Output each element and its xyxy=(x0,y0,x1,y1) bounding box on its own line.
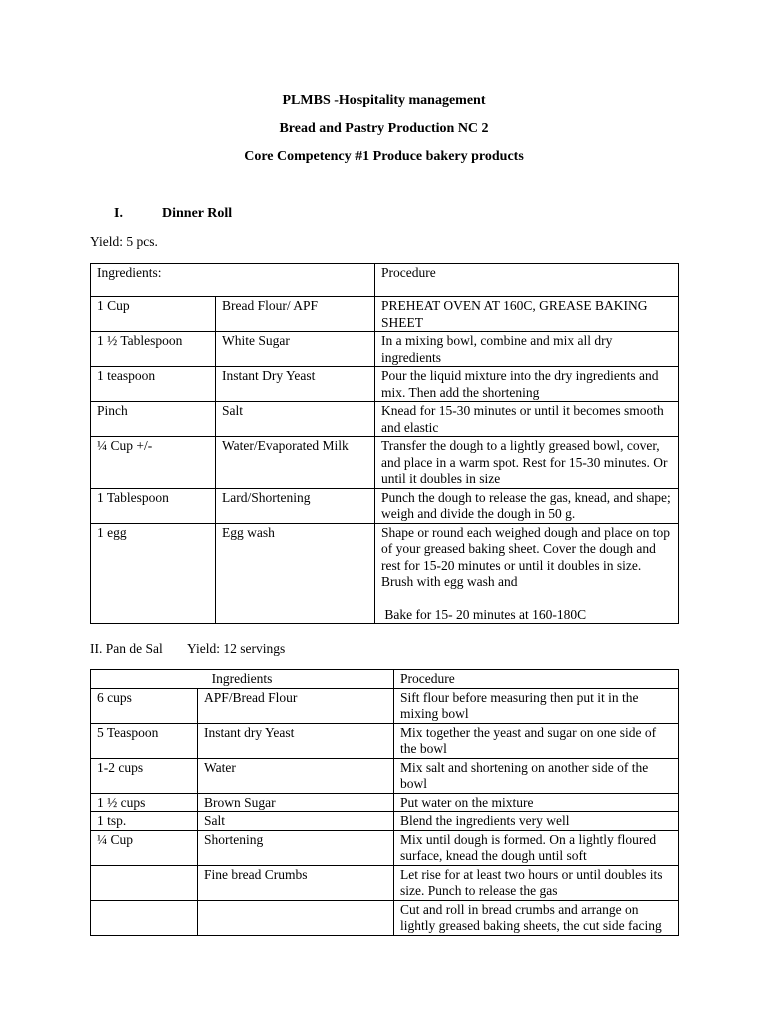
qty-cell: Pinch xyxy=(91,402,216,437)
ingredient-cell: Water/Evaporated Milk xyxy=(216,437,375,489)
procedure-cell: Mix salt and shortening on another side of the bowl xyxy=(394,758,679,793)
ingredient-cell: Bread Flour/ APF xyxy=(216,297,375,332)
procedure-text-bake: Bake for 15- 20 minutes at 160-180C xyxy=(381,606,587,622)
procedure-cell: In a mixing bowl, combine and mix all dry ingredients xyxy=(375,332,679,367)
procedure-cell: Put water on the mixture xyxy=(394,793,679,812)
procedure-cell: Blend the ingredients very well xyxy=(394,812,679,831)
qty-cell: 1 Tablespoon xyxy=(91,488,216,523)
procedure-cell: Let rise for at least two hours or until doubles its size. Punch to release the gas xyxy=(394,865,679,900)
table-row xyxy=(91,758,679,793)
table-header-row xyxy=(91,264,679,297)
procedure-text: Shape or round each weighed dough and place on top of your greased baking sheet. Cover the dough and rest for 15-20 minutes or until it doubles in size. Brush with egg wash and xyxy=(381,524,671,589)
procedure-cell: Mix until dough is formed. On a lightly floured surface, knead the dough until soft xyxy=(394,830,679,865)
document-title: PLMBS -Hospitality management xyxy=(282,93,486,108)
procedure-cell: Punch the dough to release the gas, knead, and shape; weigh and divide the dough in 50 g. xyxy=(375,488,679,523)
ingredient-cell: Salt xyxy=(216,402,375,437)
table-row xyxy=(91,723,679,758)
qty-cell: 1 teaspoon xyxy=(91,367,216,402)
table-row xyxy=(91,793,679,812)
competency-title: Core Competency #1 Produce bakery products xyxy=(244,149,524,164)
section2-title: II. Pan de Sal xyxy=(90,641,163,656)
paragraph-gap xyxy=(381,591,672,607)
procedure-cell: Knead for 15-30 minutes or until it becomes smooth and elastic xyxy=(375,402,679,437)
ingredient-cell: Fine bread Crumbs xyxy=(198,865,394,900)
table-row xyxy=(91,488,679,523)
section1-title: Dinner Roll xyxy=(162,206,233,221)
procedure-cell xyxy=(375,523,679,624)
table-row xyxy=(91,688,679,723)
ingredient-cell: Shortening xyxy=(198,830,394,865)
ingredients-header: Ingredients: xyxy=(91,264,375,297)
ingredients-header: Ingredients xyxy=(91,670,394,689)
procedure-cell: Cut and roll in bread crumbs and arrange on lightly greased baking sheets, the cut side facing xyxy=(394,900,679,935)
table-row xyxy=(91,332,679,367)
ingredient-cell: Salt xyxy=(198,812,394,831)
table-row xyxy=(91,812,679,831)
qty-cell: 1 egg xyxy=(91,523,216,624)
procedure-header: Procedure xyxy=(394,670,679,689)
section1-yield: Yield: 5 pcs. xyxy=(90,234,158,249)
procedure-header: Procedure xyxy=(375,264,679,297)
ingredient-cell: Egg wash xyxy=(216,523,375,624)
qty-cell: 1 Cup xyxy=(91,297,216,332)
ingredient-cell: Instant dry Yeast xyxy=(198,723,394,758)
qty-cell xyxy=(91,865,198,900)
table-row xyxy=(91,523,679,624)
course-title: Bread and Pastry Production NC 2 xyxy=(279,121,489,136)
procedure-cell: PREHEAT OVEN AT 160C, GREASE BAKING SHEET xyxy=(375,297,679,332)
section1-number: I. xyxy=(114,206,123,221)
section2-yield: Yield: 12 servings xyxy=(187,641,286,656)
table-row xyxy=(91,900,679,935)
ingredient-cell: White Sugar xyxy=(216,332,375,367)
qty-cell: 1 tsp. xyxy=(91,812,198,831)
procedure-cell: Sift flour before measuring then put it in the mixing bowl xyxy=(394,688,679,723)
qty-cell: 6 cups xyxy=(91,688,198,723)
qty-cell: 5 Teaspoon xyxy=(91,723,198,758)
qty-cell: ¼ Cup +/- xyxy=(91,437,216,489)
qty-cell: ¼ Cup xyxy=(91,830,198,865)
qty-cell: 1 ½ cups xyxy=(91,793,198,812)
pan-de-sal-table xyxy=(90,669,679,936)
procedure-cell: Pour the liquid mixture into the dry ingredients and mix. Then add the shortening xyxy=(375,367,679,402)
ingredient-cell: Instant Dry Yeast xyxy=(216,367,375,402)
ingredient-cell: Brown Sugar xyxy=(198,793,394,812)
qty-cell: 1-2 cups xyxy=(91,758,198,793)
procedure-cell: Mix together the yeast and sugar on one side of the bowl xyxy=(394,723,679,758)
qty-cell: 1 ½ Tablespoon xyxy=(91,332,216,367)
table-row xyxy=(91,297,679,332)
ingredient-cell xyxy=(198,900,394,935)
table-row xyxy=(91,437,679,489)
ingredient-cell: Water xyxy=(198,758,394,793)
table-row xyxy=(91,865,679,900)
ingredient-cell: APF/Bread Flour xyxy=(198,688,394,723)
table-row xyxy=(91,367,679,402)
qty-cell xyxy=(91,900,198,935)
procedure-cell: Transfer the dough to a lightly greased bowl, cover, and place in a warm spot. Rest for 15-30 minutes. Or until it doubles in size xyxy=(375,437,679,489)
table-header-row xyxy=(91,670,679,689)
table-row xyxy=(91,830,679,865)
table-row xyxy=(91,402,679,437)
dinner-roll-table xyxy=(90,263,679,624)
ingredient-cell: Lard/Shortening xyxy=(216,488,375,523)
